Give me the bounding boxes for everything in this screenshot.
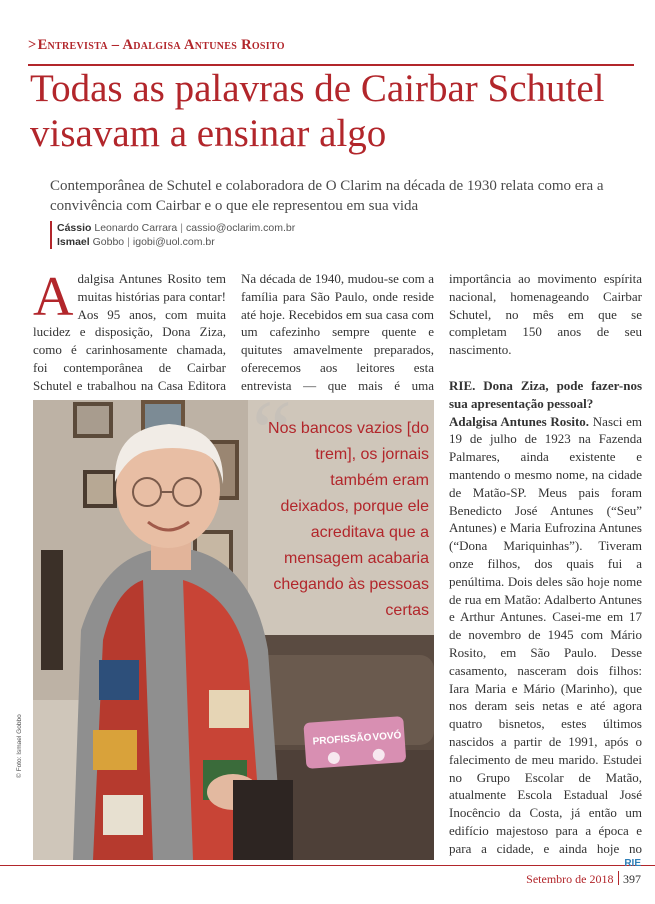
- byline-first-name: Ismael: [57, 236, 90, 248]
- page-footer: [526, 871, 641, 887]
- body-column-3: [449, 270, 642, 860]
- chevron-right-icon: >: [28, 37, 37, 53]
- section-label: [28, 37, 285, 53]
- byline-surname: Gobbo: [92, 236, 125, 248]
- byline-first-name: Cássio: [57, 222, 92, 234]
- byline-surname: Leonardo Carrara: [94, 222, 178, 234]
- rie-logo: RIE: [624, 858, 641, 869]
- byline-email[interactable]: igobi@uol.com.br: [132, 236, 215, 248]
- section-label-text: Entrevista – Adalgisa Antunes Rosito: [37, 37, 285, 53]
- interview-question: RIE. Dona Ziza, pode fazer-nos sua apresentação pessoal?: [449, 377, 642, 411]
- byline-email[interactable]: cassio@oclarim.com.br: [185, 222, 296, 234]
- pull-quote: Nos bancos vazios [do trem], os jornais também eram deixados, porque ele acreditava que a mensagem acabaria chegando às pessoas certas: [268, 420, 429, 619]
- issue-date: Setembro de 2018: [526, 872, 614, 886]
- body-text: importância ao movimento espírita nacional, homenageando Cairbar Schutel, no mês em que se completam 150 anos de seu nascimento.: [449, 271, 642, 358]
- body-column-1: [33, 270, 226, 394]
- byline-cassio: Cássio Leonardo Carrara | cassio@oclarim.com.br: [50, 221, 295, 235]
- photo-credit: © Foto: Ismael Gobbo: [16, 714, 23, 778]
- footer-divider: [0, 865, 655, 866]
- interview-answer: Nasci em 19 de julho de 1923 na Fazenda Palmares, ainda existente e mantendo o mesmo nome, na cidade de Matão-SP. Meus pais foram Benedicto José Antunes (“Seu” Antunes) e Maria Eufrozina Antunes (“Dona Mariquinhas”). Tiveram onze filhos, dos quais fui a penúltima. Dois deles são hoje nome de rua em Matão: Adalberto Antunes e Arthur Antunes. Casei-me em 17 de novembro de 1945 com Mário Rosito, em São Paulo. Desse casamento, nasceram dois filhos: Iara Maria e Mário (Marinho), que nos deram seis netas e até agora quatro bisnetos, estes últimos nascidos a partir de 1991, após o falecimento de meu marido. Estudei no Grupo Escolar de Matão, atualmente Escola Estadual José Inocêncio da Costa, já então um edifício majestoso para a época e para a cidade, e ainda hoje no: [449, 413, 642, 856]
- body-text: Na década de 1940, mudou-se com a família para São Paulo, onde reside até hoje. Recebidos em sua casa com um cafezinho sempre quente e quitutes amavelmente preparados, oferecemos aos leitores esta entrevista — que mais é uma: [241, 271, 434, 393]
- body-text: dalgisa Antunes Rosito tem muitas histórias para contar! Aos 95 anos, com muita lucidez e disposição, Dona Ziza, como é carinhosamente chamada, foi contemporânea de Cairbar Schutel e trabalhou na Casa Editora: [33, 271, 226, 393]
- pillow-text: VOVÓ: [372, 730, 402, 744]
- drop-cap: A: [33, 270, 74, 328]
- section-header: [28, 36, 628, 54]
- interviewee-name: Adalgisa Antunes Rosito.: [449, 413, 590, 429]
- article-headline: Todas as palavras de Cairbar Schutel visavam a ensinar algo: [30, 67, 605, 155]
- byline-ismael: Ismael Gobbo | igobi@uol.com.br: [50, 235, 295, 249]
- article-subhead: Contemporânea de Schutel e colaboradora de O Clarim na década de 1930 relata como era a convivência com Cairbar e o que ele representou em sua vida: [50, 178, 604, 214]
- body-column-2: [241, 270, 434, 394]
- page-number: 397: [623, 872, 641, 886]
- quote-mark-icon: “: [252, 383, 292, 482]
- bylines: [50, 221, 295, 249]
- pillow-text: PROFISSÃO: [312, 732, 372, 748]
